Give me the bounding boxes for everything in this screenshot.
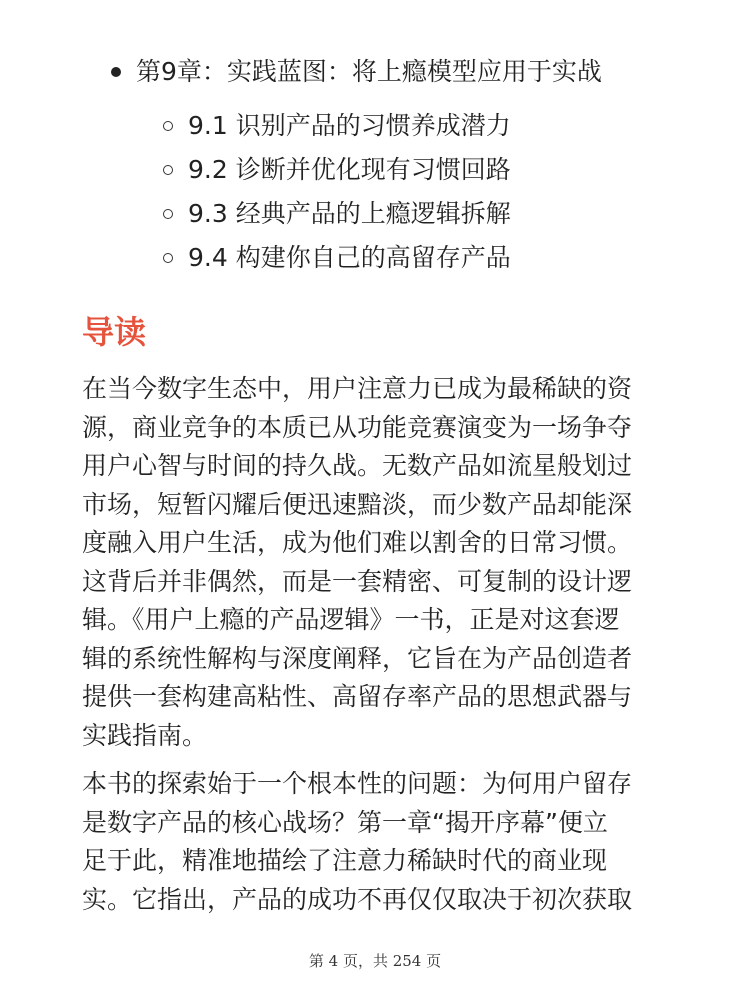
bullet-circle-icon bbox=[163, 209, 173, 219]
page-number-footer: 第 4 页，共 254 页 bbox=[308, 952, 442, 970]
toc-section-label: 9.4 构建你自己的高留存产品 bbox=[188, 243, 511, 272]
paragraph bbox=[82, 765, 672, 919]
body-text bbox=[82, 370, 672, 929]
toc-section-label: 9.1 识别产品的习惯养成潜力 bbox=[188, 111, 511, 140]
text-line: 足于此，精准地描绘了注意力稀缺时代的商业现 bbox=[82, 846, 608, 875]
text-line: 用户心智与时间的持久战。无数产品如流星般划过 bbox=[82, 451, 633, 480]
text-line: 这背后并非偶然，而是一套精密、可复制的设计逻 bbox=[82, 566, 633, 596]
text-line: 实践指南。 bbox=[82, 720, 208, 750]
toc-chapter-item bbox=[136, 48, 750, 96]
text-line: 市场，短暂闪耀后便迅速黯淡，而少数产品却能深 bbox=[82, 489, 633, 519]
paragraph bbox=[82, 370, 672, 755]
toc-chapter-label: 第9章：实践蓝图：将上瘾模型应用于实战 bbox=[136, 57, 602, 86]
section-heading: 导读 bbox=[82, 313, 147, 351]
table-of-contents bbox=[0, 48, 750, 280]
text-line: 在当今数字生态中，用户注意力已成为最稀缺的资 bbox=[82, 374, 633, 403]
bullet-circle-icon bbox=[163, 121, 173, 131]
toc-section-item bbox=[188, 148, 750, 192]
toc-section-label: 9.3 经典产品的上瘾逻辑拆解 bbox=[188, 199, 511, 228]
text-line: 本书的探索始于一个根本性的问题：为何用户留存 bbox=[82, 769, 633, 798]
bullet-circle-icon bbox=[163, 253, 173, 263]
text-line: 是数字产品的核心战场？第一章“揭开序幕”便立 bbox=[82, 807, 608, 837]
bullet-circle-icon bbox=[163, 165, 173, 175]
toc-section-item bbox=[188, 104, 750, 148]
text-line: 辑的系统性解构与深度阐释，它旨在为产品创造者 bbox=[82, 643, 633, 673]
text-line: 提供一套构建高粘性、高留存率产品的思想武器与 bbox=[82, 682, 633, 711]
text-line: 度融入用户生活，成为他们难以割舍的日常习惯。 bbox=[82, 528, 633, 557]
toc-section-item bbox=[188, 192, 750, 236]
toc-section-label: 9.2 诊断并优化现有习惯回路 bbox=[188, 155, 511, 184]
text-line: 源，商业竞争的本质已从功能竞赛演变为一场争夺 bbox=[82, 412, 633, 442]
text-line: 辑。《用户上瘾的产品逻辑》一书，正是对这套逻 bbox=[82, 605, 620, 634]
toc-section-item bbox=[188, 236, 750, 280]
text-line: 实。它指出，产品的成功不再仅仅取决于初次获取 bbox=[82, 884, 633, 914]
toc-section-list bbox=[0, 104, 750, 280]
bullet-disc-icon bbox=[111, 67, 121, 77]
